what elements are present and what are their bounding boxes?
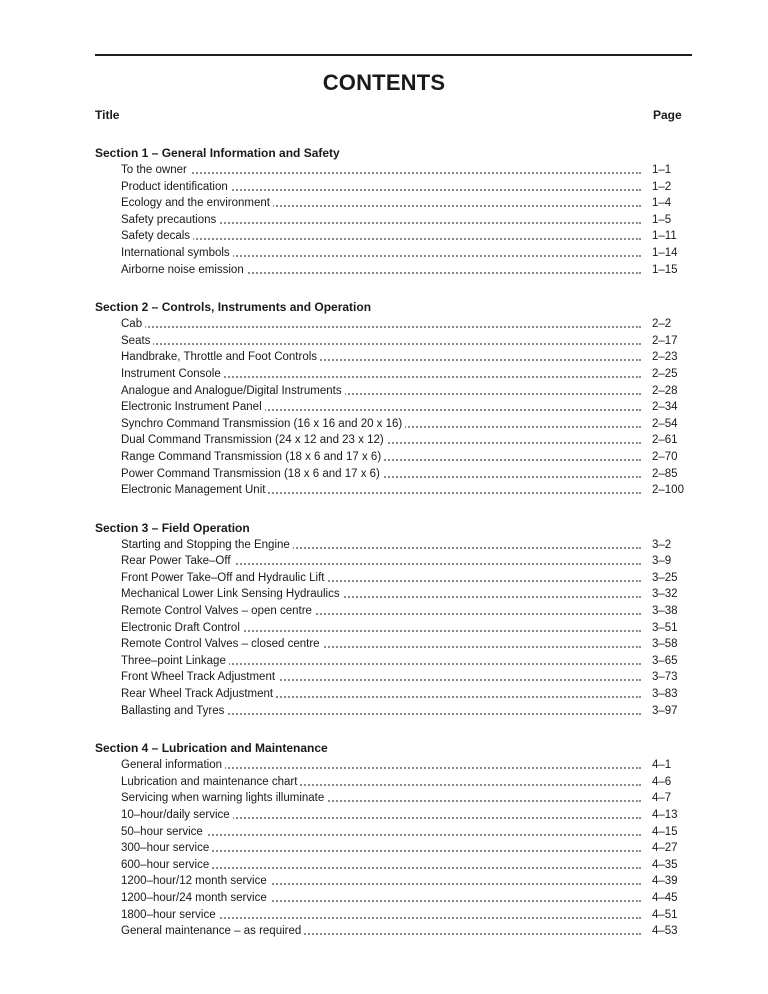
entry-title: To the owner	[121, 162, 190, 179]
toc-entry[interactable]	[0, 432, 768, 449]
entry-title: 1200–hour/24 month service	[121, 890, 270, 907]
entry-page-number: 4–45	[652, 891, 678, 904]
toc-entry[interactable]	[0, 907, 768, 924]
toc-entry[interactable]	[0, 890, 768, 907]
toc-section	[0, 145, 768, 278]
toc-entry[interactable]	[0, 553, 768, 570]
dot-leader	[121, 172, 641, 174]
entry-title: Power Command Transmission (18 x 6 and 17 x 6)	[121, 466, 383, 483]
entry-title: Electronic Management Unit	[121, 482, 268, 499]
entry-title: Servicing when warning lights illuminate	[121, 790, 327, 807]
section-title: Section 1 – General Information and Safety	[95, 146, 340, 160]
toc-entry[interactable]	[0, 228, 768, 245]
entry-page-number: 3–51	[652, 621, 678, 634]
entry-title: Range Command Transmission (18 x 6 and 17 x 6)	[121, 449, 384, 466]
toc-entry[interactable]	[0, 570, 768, 587]
entry-page-number: 4–53	[652, 925, 678, 938]
toc-entry[interactable]	[0, 195, 768, 212]
entry-page-number: 2–85	[652, 467, 678, 480]
entry-title: Mechanical Lower Link Sensing Hydraulics	[121, 586, 343, 603]
contents-list	[0, 145, 768, 961]
toc-entry[interactable]	[0, 603, 768, 620]
entry-title: General information	[121, 757, 225, 774]
entry-page-number: 2–61	[652, 434, 678, 447]
toc-entry[interactable]	[0, 333, 768, 350]
entry-title: General maintenance – as required	[121, 923, 304, 940]
entry-title: Rear Wheel Track Adjustment	[121, 686, 276, 703]
entry-page-number: 2–25	[652, 367, 678, 380]
entry-title: Cab	[121, 316, 145, 333]
entry-page-number: 2–23	[652, 351, 678, 364]
entry-page-number: 4–13	[652, 809, 678, 821]
entry-page-number: 3–97	[652, 704, 678, 717]
entry-page-number: 1–5	[652, 213, 672, 226]
entry-title: Seats	[121, 333, 153, 350]
toc-entry[interactable]	[0, 774, 768, 791]
entry-page-number: 3–9	[652, 555, 672, 568]
entry-title: Three–point Linkage	[121, 653, 229, 670]
toc-entry[interactable]	[0, 383, 768, 400]
toc-entry[interactable]	[0, 399, 768, 416]
entry-page-number: 3–38	[652, 605, 678, 618]
toc-entry[interactable]	[0, 840, 768, 857]
entry-page-number: 4–35	[652, 858, 678, 871]
entry-title: 1200–hour/12 month service	[121, 873, 270, 890]
entry-page-number: 1–2	[652, 180, 672, 193]
entry-title: Lubrication and maintenance chart	[121, 774, 300, 791]
section-title: Section 3 – Field Operation	[95, 520, 250, 535]
entry-page-number: 3–2	[652, 538, 672, 551]
toc-entry[interactable]	[0, 873, 768, 890]
dot-leader	[121, 343, 641, 345]
entry-title: 10–hour/daily service	[121, 807, 233, 824]
title-column-header: Title	[95, 108, 120, 122]
entry-page-number: 1–15	[652, 263, 678, 276]
toc-entry[interactable]	[0, 703, 768, 720]
toc-entry[interactable]	[0, 212, 768, 229]
entry-title: Airborne noise emission	[121, 262, 247, 279]
page-column-header: Page	[653, 108, 682, 122]
toc-entry[interactable]	[0, 162, 768, 179]
entry-page-number: 4–51	[652, 908, 678, 921]
entry-page-number: 1–11	[652, 230, 677, 243]
toc-entry[interactable]	[0, 537, 768, 554]
toc-entry[interactable]	[0, 449, 768, 466]
entry-title: 1800–hour service	[121, 907, 219, 924]
toc-section	[0, 299, 768, 499]
toc-entry[interactable]	[0, 179, 768, 196]
toc-section	[0, 740, 768, 940]
entry-page-number: 3–73	[652, 671, 678, 684]
entry-page-number: 3–32	[652, 588, 678, 601]
entry-page-number: 2–54	[652, 417, 678, 430]
page-title: CONTENTS	[322, 70, 446, 95]
toc-entry[interactable]	[0, 807, 768, 824]
entry-page-number: 1–4	[652, 197, 672, 210]
entry-title: Electronic Draft Control	[121, 620, 243, 637]
toc-entry[interactable]	[0, 824, 768, 841]
dot-leader	[121, 238, 641, 240]
toc-entry[interactable]	[0, 586, 768, 603]
toc-entry[interactable]	[0, 416, 768, 433]
entry-title: Handbrake, Throttle and Foot Controls	[121, 349, 320, 366]
entry-title: Safety decals	[121, 228, 193, 245]
entry-page-number: 4–15	[652, 825, 678, 838]
entry-title: Ecology and the environment	[121, 195, 273, 212]
toc-entry[interactable]	[0, 620, 768, 637]
toc-entry[interactable]	[0, 366, 768, 383]
entry-title: Synchro Command Transmission (16 x 16 and 20 x 16)	[121, 416, 405, 433]
entry-page-number: 4–39	[652, 875, 678, 888]
entry-title: Analogue and Analogue/Digital Instruments	[121, 383, 345, 400]
entry-title: Remote Control Valves – open centre	[121, 603, 315, 620]
entry-page-number: 2–100	[652, 484, 684, 497]
entry-page-number: 2–28	[652, 384, 678, 397]
entry-page-number: 3–65	[652, 654, 678, 667]
toc-entry[interactable]	[0, 669, 768, 686]
entry-title: International symbols	[121, 245, 233, 262]
toc-entry[interactable]	[0, 466, 768, 483]
entry-title: 300–hour service	[121, 840, 212, 857]
entry-page-number: 1–14	[652, 246, 678, 259]
entry-page-number: 3–58	[652, 638, 678, 651]
toc-entry[interactable]	[0, 790, 768, 807]
section-title: Section 4 – Lubrication and Maintenance	[95, 741, 328, 756]
entry-title: 50–hour service	[121, 824, 206, 841]
toc-entry[interactable]	[0, 653, 768, 670]
entry-title: Safety precautions	[121, 212, 219, 229]
toc-entry[interactable]	[0, 636, 768, 653]
entry-title: Product identification	[121, 179, 231, 196]
entry-page-number: 2–17	[652, 334, 678, 347]
entry-page-number: 1–1	[652, 164, 672, 176]
entry-title: Front Power Take–Off and Hydraulic Lift	[121, 570, 327, 587]
toc-entry[interactable]	[0, 349, 768, 366]
section-title: Section 2 – Controls, Instruments and Operation	[95, 300, 372, 315]
entry-page-number: 4–7	[652, 792, 672, 805]
toc-entry[interactable]	[0, 316, 768, 333]
toc-entry[interactable]	[0, 923, 768, 940]
top-rule	[95, 54, 692, 56]
entry-title: Dual Command Transmission (24 x 12 and 23 x 12)	[121, 432, 387, 449]
entry-page-number: 4–27	[652, 842, 678, 855]
entry-page-number: 3–83	[652, 688, 678, 701]
entry-title: Front Wheel Track Adjustment	[121, 669, 278, 686]
entry-page-number: 2–34	[652, 401, 678, 414]
toc-entry[interactable]	[0, 686, 768, 703]
entry-title: 600–hour service	[121, 857, 212, 874]
entry-page-number: 4–1	[652, 759, 672, 772]
toc-entry[interactable]	[0, 857, 768, 874]
entry-title: Electronic Instrument Panel	[121, 399, 265, 416]
toc-entry[interactable]	[0, 262, 768, 279]
entry-page-number: 2–70	[652, 450, 678, 463]
toc-entry[interactable]	[0, 757, 768, 774]
entry-title: Starting and Stopping the Engine	[121, 537, 293, 554]
toc-entry[interactable]	[0, 245, 768, 262]
dot-leader	[121, 326, 641, 328]
entry-page-number: 4–6	[652, 775, 672, 788]
entry-title: Ballasting and Tyres	[121, 703, 227, 720]
toc-section	[0, 520, 768, 720]
entry-page-number: 3–25	[652, 571, 678, 584]
entry-title: Instrument Console	[121, 366, 224, 383]
toc-entry[interactable]	[0, 482, 768, 499]
entry-title: Rear Power Take–Off	[121, 553, 234, 570]
entry-title: Remote Control Valves – closed centre	[121, 636, 323, 653]
entry-page-number: 2–2	[652, 318, 672, 331]
